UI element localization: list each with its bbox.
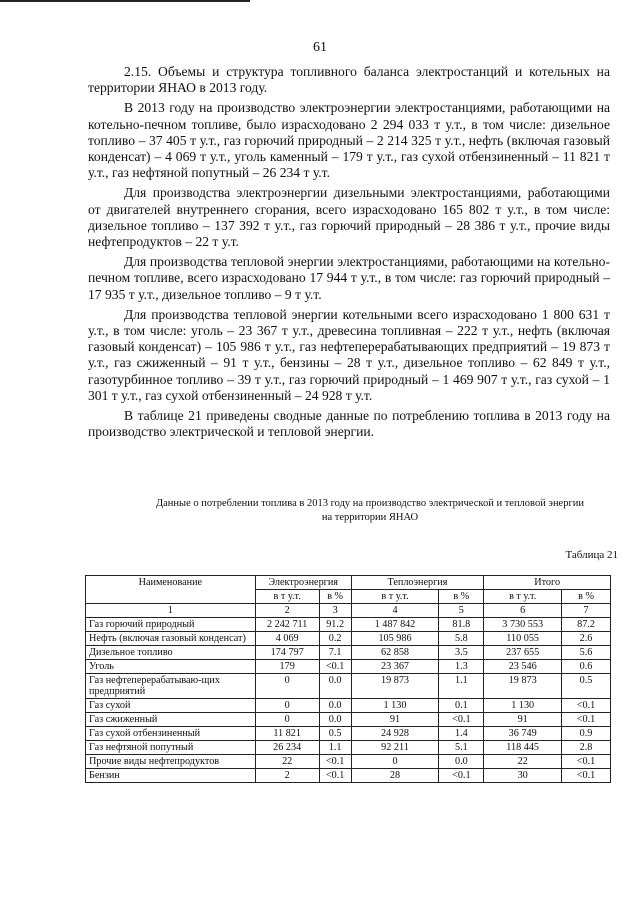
row-name-cell: Газ нефтяной попутный <box>86 741 256 755</box>
subheader-cell: в % <box>562 590 611 604</box>
row-value-cell: 237 655 <box>484 646 562 660</box>
table-row <box>86 674 611 699</box>
row-value-cell: <0.1 <box>439 769 484 783</box>
row-value-cell: 0.0 <box>319 674 351 699</box>
row-value-cell: 91 <box>484 713 562 727</box>
row-value-cell: 5.1 <box>439 741 484 755</box>
row-value-cell: 26 234 <box>255 741 319 755</box>
column-number: 4 <box>351 604 439 618</box>
row-value-cell: 23 546 <box>484 660 562 674</box>
row-name-cell: Уголь <box>86 660 256 674</box>
table-row <box>86 618 611 632</box>
table-label: Таблица 21 <box>565 549 618 561</box>
row-name-cell: Бензин <box>86 769 256 783</box>
row-value-cell: 2.6 <box>562 632 611 646</box>
row-value-cell: 30 <box>484 769 562 783</box>
row-value-cell: 36 749 <box>484 727 562 741</box>
row-value-cell: <0.1 <box>439 713 484 727</box>
row-value-cell: 0.2 <box>319 632 351 646</box>
row-value-cell: 3 730 553 <box>484 618 562 632</box>
row-name-cell: Нефть (включая газовый конденсат) <box>86 632 256 646</box>
row-value-cell: 24 928 <box>351 727 439 741</box>
column-number: 3 <box>319 604 351 618</box>
paragraph-3: Для производства тепловой энергии электростанциями, работающими на котельно-печном топливе, всего израсходовано 17 944 т у.т., в том числе: газ горючий природный – 17 935 т у.т., дизельное топливо – 9 т у.т. <box>88 254 610 302</box>
header-name: Наименование <box>86 576 256 604</box>
row-value-cell: 0.0 <box>439 755 484 769</box>
row-value-cell: 91.2 <box>319 618 351 632</box>
page-number: 61 <box>313 40 327 55</box>
row-value-cell: <0.1 <box>562 755 611 769</box>
header-total: Итого <box>484 576 611 590</box>
row-value-cell: 0.5 <box>562 674 611 699</box>
row-value-cell: 4 069 <box>255 632 319 646</box>
table-row <box>86 660 611 674</box>
column-number: 2 <box>255 604 319 618</box>
row-value-cell: 0 <box>255 699 319 713</box>
row-name-cell: Газ сухой отбензиненный <box>86 727 256 741</box>
row-name-cell: Газ нефтеперерабатываю-щих предприятий <box>86 674 256 699</box>
column-number-row <box>86 604 611 618</box>
row-value-cell: 1 487 842 <box>351 618 439 632</box>
paragraph-4: Для производства тепловой энергии котельными всего израсходовано 1 800 631 т у.т., в том числе: уголь – 23 367 т у.т., древесина топливная – 222 т у.т., нефть (включая газовый конденсат) – 105 986 т у.т., газ нефтеперерабатывающих предприятий – 19 873 т у.т., газ сжиженный – 91 т у.т., бензины – 28 т у.т., дизельное топливо – 62 849 т у.т., газотурбинное топливо – 39 т у.т., газ горючий природный – 1 469 907 т у.т., газ сухой – 1 301 т у.т., газ сухой отбензиненный – 24 928 т у.т. <box>88 306 610 403</box>
row-value-cell: 1 130 <box>484 699 562 713</box>
row-value-cell: 7.1 <box>319 646 351 660</box>
column-number: 1 <box>86 604 256 618</box>
row-value-cell: 0.9 <box>562 727 611 741</box>
row-value-cell: 0.0 <box>319 699 351 713</box>
row-value-cell: 81.8 <box>439 618 484 632</box>
row-value-cell: 0 <box>351 755 439 769</box>
table-body <box>86 618 611 783</box>
table-header-row <box>86 576 611 590</box>
row-name-cell: Прочие виды нефтепродуктов <box>86 755 256 769</box>
row-value-cell: 0.0 <box>319 713 351 727</box>
table-row <box>86 727 611 741</box>
subheader-cell: в т у.т. <box>351 590 439 604</box>
row-name-cell: Газ горючий природный <box>86 618 256 632</box>
column-number: 6 <box>484 604 562 618</box>
row-value-cell: <0.1 <box>562 769 611 783</box>
row-value-cell: 5.8 <box>439 632 484 646</box>
row-value-cell: 5.6 <box>562 646 611 660</box>
row-value-cell: 110 055 <box>484 632 562 646</box>
row-name-cell: Газ сжиженный <box>86 713 256 727</box>
row-value-cell: 3.5 <box>439 646 484 660</box>
paragraph-2: Для производства электроэнергии дизельными электростанциями, работающими от двигателей внутреннего сгорания, всего израсходовано 165 802 т у.т., в том числе: дизельное топливо – 137 392 т у.т., газ горючий природный – 28 386 т у.т., прочие виды нефтепродуктов – 22 т у.т. <box>88 185 610 250</box>
row-value-cell: 1 130 <box>351 699 439 713</box>
table-caption: Данные о потреблении топлива в 2013 году на производство электрической и тепловой энергии на территории ЯНАО <box>155 498 585 523</box>
column-number: 7 <box>562 604 611 618</box>
table-row <box>86 713 611 727</box>
row-value-cell: 22 <box>255 755 319 769</box>
row-name-cell: Газ сухой <box>86 699 256 713</box>
table-row <box>86 646 611 660</box>
body-text <box>88 64 610 444</box>
top-rule <box>0 0 250 2</box>
row-value-cell: 92 211 <box>351 741 439 755</box>
row-value-cell: 91 <box>351 713 439 727</box>
row-value-cell: 0 <box>255 713 319 727</box>
row-value-cell: 23 367 <box>351 660 439 674</box>
row-value-cell: 0.6 <box>562 660 611 674</box>
row-value-cell: 22 <box>484 755 562 769</box>
row-value-cell: 174 797 <box>255 646 319 660</box>
fuel-consumption-table <box>85 575 611 783</box>
section-heading: 2.15. Объемы и структура топливного баланса электростанций и котельных на территории ЯНАО в 2013 году. <box>88 64 610 96</box>
row-value-cell: 105 986 <box>351 632 439 646</box>
row-value-cell: <0.1 <box>319 660 351 674</box>
row-value-cell: 62 858 <box>351 646 439 660</box>
row-value-cell: 179 <box>255 660 319 674</box>
row-value-cell: 1.1 <box>319 741 351 755</box>
row-value-cell: 2.8 <box>562 741 611 755</box>
header-electricity: Электроэнергия <box>255 576 351 590</box>
row-value-cell: <0.1 <box>319 755 351 769</box>
row-value-cell: 1.1 <box>439 674 484 699</box>
table-row <box>86 699 611 713</box>
row-value-cell: 87.2 <box>562 618 611 632</box>
row-value-cell: <0.1 <box>319 769 351 783</box>
row-value-cell: 2 <box>255 769 319 783</box>
header-heat: Теплоэнергия <box>351 576 484 590</box>
row-value-cell: 0 <box>255 674 319 699</box>
row-value-cell: 28 <box>351 769 439 783</box>
table-row <box>86 632 611 646</box>
subheader-cell: в т у.т. <box>484 590 562 604</box>
subheader-cell: в т у.т. <box>255 590 319 604</box>
row-value-cell: 1.4 <box>439 727 484 741</box>
table-row <box>86 741 611 755</box>
row-value-cell: 2 242 711 <box>255 618 319 632</box>
subheader-cell: в % <box>319 590 351 604</box>
row-value-cell: 19 873 <box>484 674 562 699</box>
subheader-cell: в % <box>439 590 484 604</box>
column-number: 5 <box>439 604 484 618</box>
paragraph-5: В таблице 21 приведены сводные данные по потреблению топлива в 2013 году на производство электрической и тепловой энергии. <box>88 408 610 440</box>
row-value-cell: <0.1 <box>562 713 611 727</box>
row-value-cell: 19 873 <box>351 674 439 699</box>
paragraph-1: В 2013 году на производство электроэнергии электростанциями, работающими на котельно-печном топливе, было израсходовано 2 294 033 т у.т., в том числе: дизельное топливо – 37 405 т у.т., газ горючий природный – 2 214 325 т у.т., нефть (включая газовый конденсат) – 4 069 т у.т., уголь каменный – 179 т у.т., газ сухой отбензиненный – 11 821 т у.т., газ нефтяной попутный – 26 234 т у.т. <box>88 100 610 181</box>
row-value-cell: 11 821 <box>255 727 319 741</box>
row-value-cell: 0.1 <box>439 699 484 713</box>
row-value-cell: 1.3 <box>439 660 484 674</box>
row-name-cell: Дизельное топливо <box>86 646 256 660</box>
row-value-cell: <0.1 <box>562 699 611 713</box>
table-row <box>86 755 611 769</box>
row-value-cell: 0.5 <box>319 727 351 741</box>
row-value-cell: 118 445 <box>484 741 562 755</box>
table-row <box>86 769 611 783</box>
